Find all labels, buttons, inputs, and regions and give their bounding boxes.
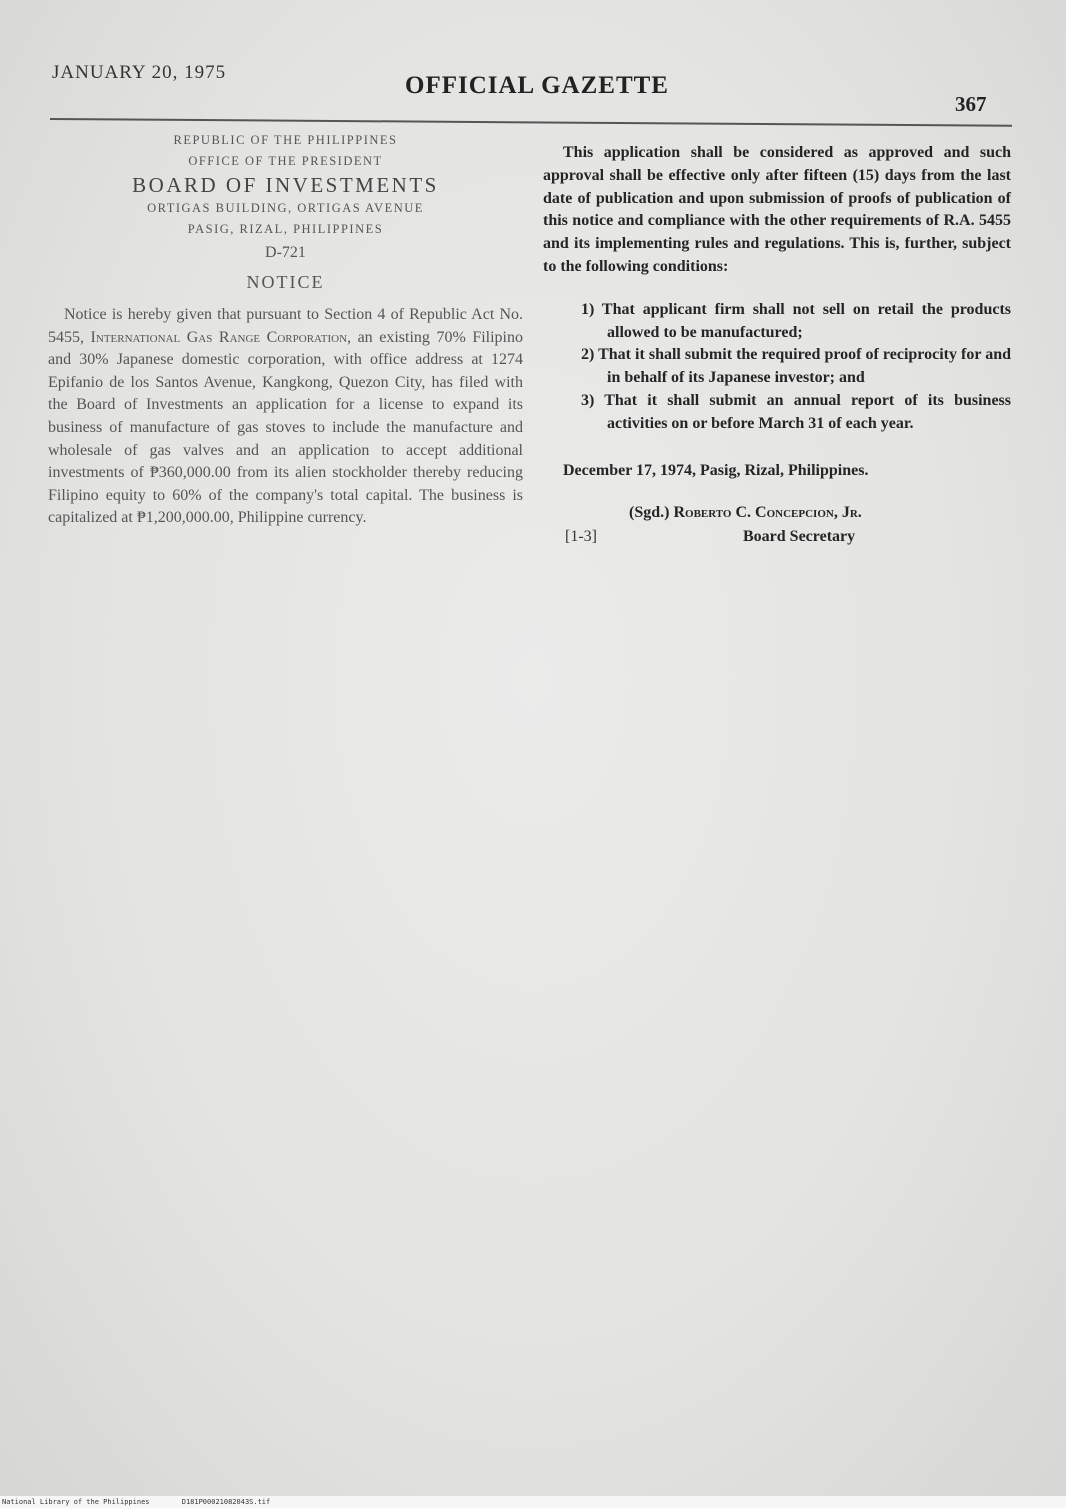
company-name: International Gas Range Corporation	[90, 328, 348, 346]
publication-reference: [1-3]	[565, 527, 597, 545]
heading-board: BOARD OF INVESTMENTS	[132, 173, 439, 197]
sgd-label: (Sgd.)	[629, 503, 670, 521]
condition-item: 1) That applicant firm shall not sell on retail the products allowed to be manufactured;	[581, 300, 1011, 341]
heading-office: OFFICE OF THE PRESIDENT	[188, 154, 383, 168]
notice-body-intro: Notice is hereby given that pursuant to Section 4 of Republic Act No. 5455,	[48, 306, 523, 346]
heading-location: PASIG, RIZAL, PHILIPPINES	[187, 222, 384, 236]
header-date: JANUARY 20, 1975	[52, 62, 227, 83]
notice-body	[48, 304, 523, 530]
page-number: 367	[955, 92, 987, 116]
conditions-list	[543, 299, 1011, 436]
heading-republic: REPUBLIC OF THE PHILIPPINES	[173, 133, 398, 147]
condition-item: 2) That it shall submit the required proof of reciprocity for and in behalf of its Japanese investor; and	[581, 346, 1011, 387]
right-column	[543, 142, 1011, 552]
notice-body-details: , an existing 70% Filipino and 30% Japanese domestic corporation, with office address at 1274 Epifanio de los Santos Avenue, Kangkong, Quezon City, has filed with the Board of Investments an application for a license to expand its business of manufacture of gas stoves to include the manufacture and wholesale of gas valves and an application to accept additional investments of ₱360,000.00 from its alien stockholder thereby reducing Filipino equity to 60% of the company's total capital. The business is capitalized at ₱1,200,000.00, Philippine currency.	[48, 328, 523, 527]
left-column	[48, 130, 523, 530]
condition-item: 3) That it shall submit an annual report of its business activities on or before March 31 of each year.	[581, 391, 1011, 432]
document-number: D-721	[265, 244, 306, 261]
signature-block	[543, 504, 1011, 552]
signatory-name: Roberto C. Concepcion, Jr.	[673, 503, 862, 521]
scan-footer	[0, 1496, 1066, 1508]
footer-library: National Library of the Philippines	[2, 1498, 150, 1506]
footer-filename: D181P00021082043S.tif	[181, 1498, 271, 1506]
heading-building: ORTIGAS BUILDING, ORTIGAS AVENUE	[147, 201, 424, 215]
notice-heading	[48, 130, 523, 296]
signatory-line	[629, 504, 862, 522]
header-rule	[50, 118, 1012, 127]
date-line: December 17, 1974, Pasig, Rizal, Philippines.	[563, 461, 869, 479]
notice-title: NOTICE	[246, 272, 325, 292]
signatory-title: Board Secretary	[743, 527, 856, 545]
header-title: OFFICIAL GAZETTE	[405, 72, 669, 99]
approval-paragraph: This application shall be considered as approved and such approval shall be effective only after fifteen (15) days from the last date of publication and upon submission of proofs of publication of this notice and compliance with the other requirements of R.A. 5455 and its implementing rules and regulations. This is, further, subject to the following conditions:	[543, 144, 1011, 275]
